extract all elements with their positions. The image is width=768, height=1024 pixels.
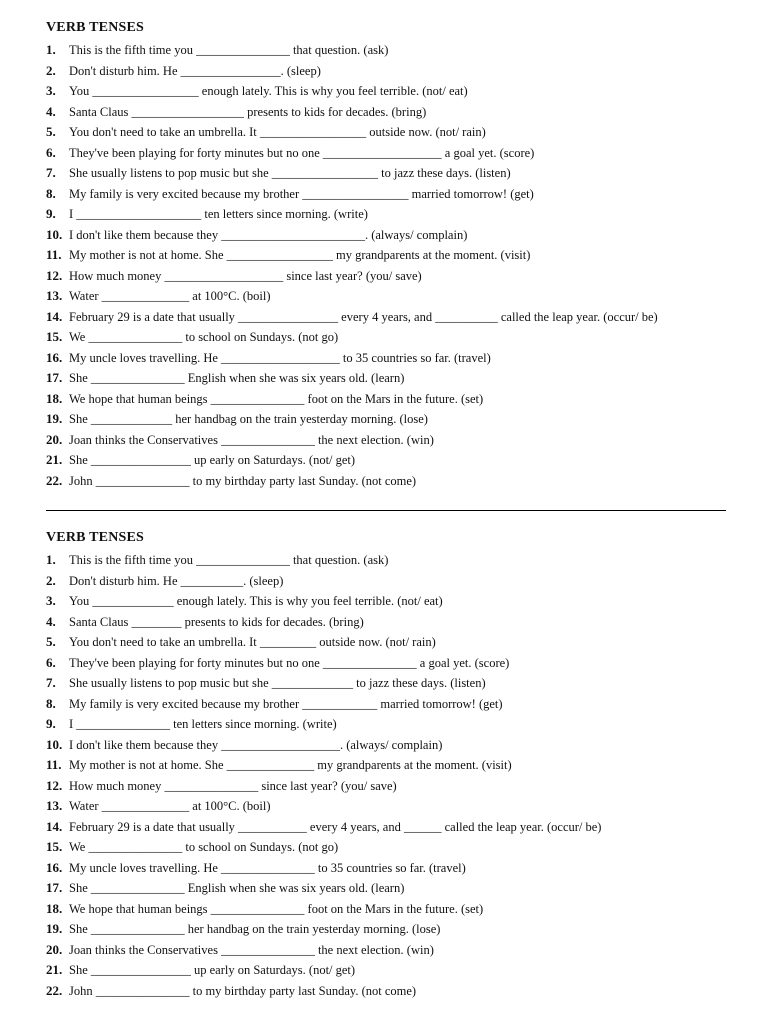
exercise-sentence: John _______________ to my birthday party last Sunday. (not come) (69, 473, 417, 488)
exercise-sentence: How much money ___________________ since last year? (you/ save) (69, 268, 422, 283)
exercise-sentence: How much money _______________ since last year? (you/ save) (69, 778, 397, 793)
exercise-sentence: This is the fifth time you _______________ that question. (ask) (69, 43, 389, 57)
exercise-sentence: You don't need to take an umbrella. It _________ outside now. (not/ rain) (69, 635, 436, 649)
exercise-number: 11. (46, 757, 62, 772)
exercise-sentence: She _______________ English when she was six years old. (learn) (69, 371, 405, 385)
exercise-sentence: We hope that human beings _______________ foot on the Mars in the future. (set) (69, 901, 484, 916)
exercise-number: 4. (46, 103, 56, 119)
exercise-sentence: Joan thinks the Conservatives _______________ the next election. (win) (69, 942, 434, 957)
exercise-number: 19. (46, 411, 63, 426)
exercise-number: 7. (46, 165, 56, 180)
exercise-number: 15. (46, 329, 63, 344)
exercise-number: 22. (46, 982, 63, 998)
exercise-number: 21. (46, 962, 63, 977)
exercise-sentence: You _____________ enough lately. This is why you feel terrible. (not/ eat) (69, 594, 443, 608)
exercise-sentence: She ________________ up early on Saturdays. (not/ get) (69, 963, 356, 977)
exercise-number: 2. (46, 62, 56, 78)
exercise-number: 20. (46, 431, 63, 447)
exercise-number: 18. (46, 900, 63, 916)
exercise-number: 8. (46, 695, 56, 711)
exercise-sentence: My family is very excited because my brother ____________ married tomorrow! (get) (69, 696, 503, 711)
exercise-number: 5. (46, 124, 56, 139)
exercise-number: 16. (46, 859, 63, 875)
exercise-sentence: February 29 is a date that usually ________________ every 4 years, and __________ called the leap year. (occur/ be) (69, 309, 658, 324)
exercise-sentence: Santa Claus __________________ presents to kids for decades. (bring) (69, 104, 427, 119)
exercise-number: 9. (46, 716, 56, 731)
exercise-sentence: We hope that human beings _______________ foot on the Mars in the future. (set) (69, 391, 484, 406)
exercise-number: 17. (46, 880, 63, 895)
exercise-number: 13. (46, 288, 63, 303)
exercise-number: 13. (46, 798, 63, 813)
exercise-sentence: Don't disturb him. He ________________. (sleep) (69, 63, 321, 78)
exercise-number: 15. (46, 839, 63, 854)
exercise-sentence: Don't disturb him. He __________. (sleep) (69, 573, 284, 588)
exercise-number: 12. (46, 267, 63, 283)
exercise-number: 6. (46, 144, 56, 160)
exercise-sentence: I _______________ ten letters since morning. (write) (69, 717, 337, 731)
section-divider (46, 510, 726, 511)
exercise-number: 11. (46, 247, 62, 262)
exercise-number: 21. (46, 452, 63, 467)
exercise-sentence: They've been playing for forty minutes but no one _______________ a goal yet. (score) (69, 655, 510, 670)
exercise-sentence: My family is very excited because my brother _________________ married tomorrow! (get) (69, 186, 534, 201)
exercise-sentence: She _______________ English when she was six years old. (learn) (69, 881, 405, 895)
exercise-number: 17. (46, 370, 63, 385)
exercise-sentence: Water ______________ at 100°C. (boil) (69, 289, 271, 303)
exercise-sentence: Santa Claus ________ presents to kids for decades. (bring) (69, 614, 364, 629)
exercise-sentence: She usually listens to pop music but she _________________ to jazz these days. (listen) (69, 166, 511, 180)
exercise-sentence: My uncle loves travelling. He _______________ to 35 countries so far. (travel) (69, 860, 466, 875)
exercise-number: 3. (46, 83, 56, 98)
exercise-number: 18. (46, 390, 63, 406)
exercise-sentence: We _______________ to school on Sundays. (not go) (69, 330, 339, 344)
exercise-sentence: We _______________ to school on Sundays. (not go) (69, 840, 339, 854)
exercise-sentence: You _________________ enough lately. This is why you feel terrible. (not/ eat) (69, 84, 468, 98)
exercise-sentence: My mother is not at home. She _________________ my grandparents at the moment. (visit) (69, 248, 531, 262)
exercise-number: 14. (46, 818, 63, 834)
exercise-sentence: You don't need to take an umbrella. It _________________ outside now. (not/ rain) (69, 125, 486, 139)
exercise-number: 5. (46, 634, 56, 649)
exercise-sentence: Water ______________ at 100°C. (boil) (69, 799, 271, 813)
exercise-number: 20. (46, 941, 63, 957)
exercise-number: 10. (46, 736, 63, 752)
exercise-number: 1. (46, 552, 56, 567)
exercise-sentence: This is the fifth time you _______________ that question. (ask) (69, 553, 389, 567)
exercise-number: 12. (46, 777, 63, 793)
exercise-sentence: They've been playing for forty minutes but no one ___________________ a goal yet. (score) (69, 145, 535, 160)
section-title: VERB TENSES (46, 20, 145, 35)
exercise-number: 14. (46, 308, 63, 324)
exercise-number: 6. (46, 654, 56, 670)
exercise-number: 16. (46, 349, 63, 365)
exercise-sentence: John _______________ to my birthday party last Sunday. (not come) (69, 983, 417, 998)
exercise-number: 9. (46, 206, 56, 221)
exercise-number: 22. (46, 472, 63, 488)
section-title: VERB TENSES (46, 530, 145, 545)
exercise-sentence: February 29 is a date that usually ___________ every 4 years, and ______ called the leap year. (occur/ be) (69, 819, 602, 834)
exercise-sentence: She usually listens to pop music but she _____________ to jazz these days. (listen) (69, 676, 486, 690)
exercise-number: 3. (46, 593, 56, 608)
exercise-number: 2. (46, 572, 56, 588)
exercise-number: 8. (46, 185, 56, 201)
exercise-number: 19. (46, 921, 63, 936)
exercise-number: 1. (46, 42, 56, 57)
exercise-sentence: I don't like them because they ___________________. (always/ complain) (69, 737, 443, 752)
exercise-sentence: My mother is not at home. She ______________ my grandparents at the moment. (visit) (69, 758, 512, 772)
exercise-number: 4. (46, 613, 56, 629)
exercise-sentence: My uncle loves travelling. He ___________________ to 35 countries so far. (travel) (69, 350, 491, 365)
exercise-sentence: Joan thinks the Conservatives _______________ the next election. (win) (69, 432, 434, 447)
exercise-number: 7. (46, 675, 56, 690)
exercise-sentence: I ____________________ ten letters since morning. (write) (69, 207, 368, 221)
exercise-sentence: She _______________ her handbag on the train yesterday morning. (lose) (69, 922, 441, 936)
exercise-number: 10. (46, 226, 63, 242)
exercise-sentence: I don't like them because they _______________________. (always/ complain) (69, 227, 468, 242)
exercise-sentence: She ________________ up early on Saturdays. (not/ get) (69, 453, 356, 467)
exercise-sentence: She _____________ her handbag on the train yesterday morning. (lose) (69, 412, 428, 426)
